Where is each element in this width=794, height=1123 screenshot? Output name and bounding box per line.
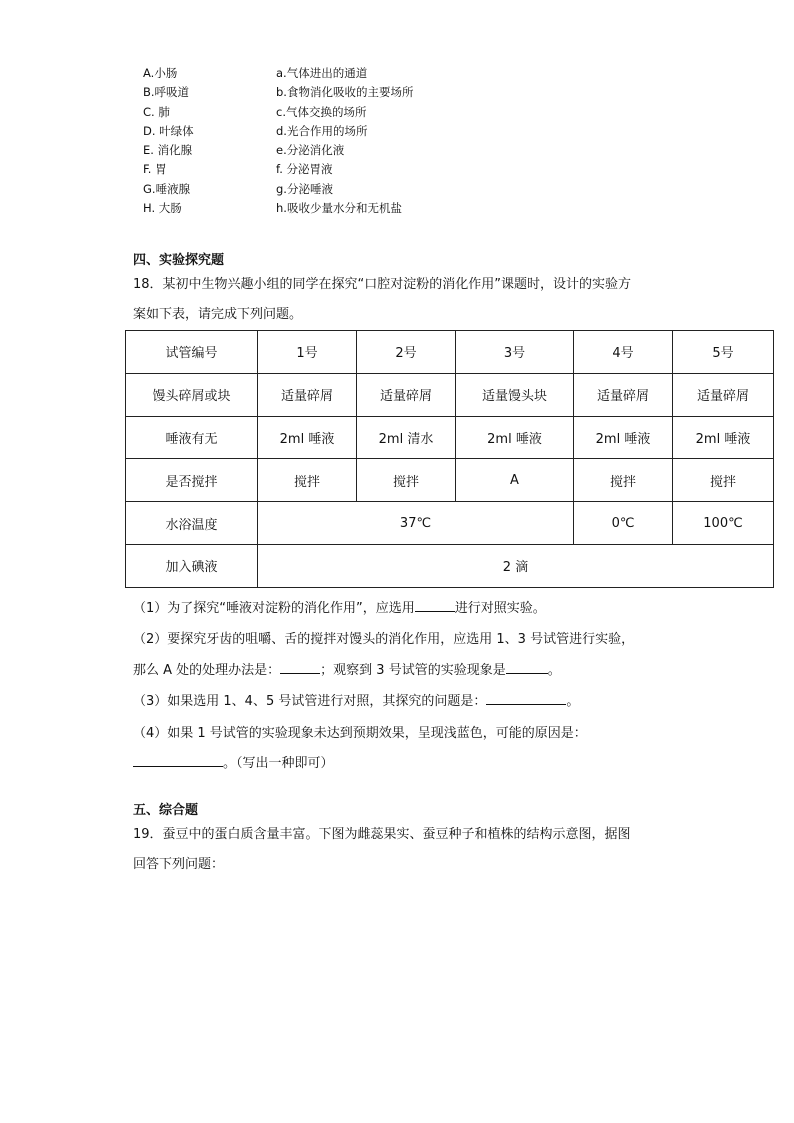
matching-left-item: E. 消化腺 <box>143 143 193 158</box>
section-heading-comprehensive: 五、综合题 <box>133 803 199 818</box>
table-cell: 2 滴 <box>258 544 774 587</box>
table-cell: 加入碘液 <box>126 544 258 587</box>
table-cell: 适量馒头块 <box>456 373 574 416</box>
table-cell: 2ml 唾液 <box>574 416 673 459</box>
matching-left-item: C. 肺 <box>143 104 170 119</box>
table-cell: 搅拌 <box>673 459 774 502</box>
section-heading-experiment: 四、实验探究题 <box>133 253 225 268</box>
table-row <box>126 416 774 459</box>
table-cell: 适量碎屑 <box>574 373 673 416</box>
question-4-line2 <box>133 752 334 771</box>
table-cell: 是否搅拌 <box>126 459 258 502</box>
table-cell: 4号 <box>574 331 673 374</box>
question-19-line2: 回答下列问题： <box>133 857 225 872</box>
question-text: 。 <box>547 663 561 678</box>
table-cell: 适量碎屑 <box>357 373 456 416</box>
matching-right-item: d.光合作用的场所 <box>276 123 368 138</box>
table-row <box>126 502 774 545</box>
matching-left-item: B.呼吸道 <box>143 85 190 100</box>
matching-right-item: h.吸收少量水分和无机盐 <box>276 201 402 216</box>
matching-left-item: D. 叶绿体 <box>143 123 194 138</box>
table-cell: 搅拌 <box>258 459 357 502</box>
table-row <box>126 373 774 416</box>
question-text: （3）如果选用 1、4、5 号试管进行对照，其探究的问题是： <box>133 694 487 709</box>
question-1 <box>133 597 546 616</box>
answer-blank[interactable] <box>506 659 548 674</box>
table-cell: 适量碎屑 <box>258 373 357 416</box>
matching-right-item: g.分泌唾液 <box>276 181 333 196</box>
table-cell: 2ml 唾液 <box>456 416 574 459</box>
table-cell: 2号 <box>357 331 456 374</box>
question-18-line2: 案如下表，请完成下列问题。 <box>133 307 303 322</box>
matching-right-item: c.气体交换的场所 <box>276 104 367 119</box>
question-2-line2 <box>133 659 561 678</box>
answer-blank[interactable] <box>280 659 320 674</box>
matching-right-item: f. 分泌胃液 <box>276 162 333 177</box>
table-cell: 2ml 清水 <box>357 416 456 459</box>
table-cell: 搅拌 <box>357 459 456 502</box>
question-text: 。（写出一种即可） <box>223 756 334 771</box>
table-cell: 0℃ <box>574 502 673 545</box>
question-text: 进行对照实验。 <box>454 601 546 616</box>
question-19-line1: 19．蚕豆中的蛋白质含量丰富。下图为雌蕊果实、蚕豆种子和植株的结构示意图，据图 <box>133 827 631 842</box>
question-text: ；观察到 3 号试管的实验现象是 <box>320 663 506 678</box>
answer-blank[interactable] <box>486 690 566 705</box>
table-cell: 试管编号 <box>126 331 258 374</box>
matching-right-item: e.分泌消化液 <box>276 143 345 158</box>
table-row <box>126 459 774 502</box>
table-cell: A <box>456 459 574 502</box>
answer-blank[interactable] <box>415 597 455 612</box>
table-cell: 37℃ <box>258 502 574 545</box>
table-row <box>126 331 774 374</box>
table-cell: 5号 <box>673 331 774 374</box>
matching-left-item: F. 胃 <box>143 162 167 177</box>
table-cell: 搅拌 <box>574 459 673 502</box>
question-18-line1: 18．某初中生物兴趣小组的同学在探究“口腔对淀粉的消化作用”课题时，设计的实验方 <box>133 277 632 292</box>
question-text: 。 <box>566 694 580 709</box>
table-row <box>126 544 774 587</box>
matching-left-item: A.小肠 <box>143 66 178 80</box>
answer-blank[interactable] <box>133 752 223 767</box>
question-4-line1: （4）如果 1 号试管的实验现象未达到预期效果，呈现浅蓝色，可能的原因是： <box>133 726 587 741</box>
table-cell: 水浴温度 <box>126 502 258 545</box>
table-cell: 1号 <box>258 331 357 374</box>
matching-right-item: b.食物消化吸收的主要场所 <box>276 85 414 100</box>
question-2-line1: （2）要探究牙齿的咀嚼、舌的搅拌对馒头的消化作用，应选用 1、3 号试管进行实验， <box>133 632 635 647</box>
table-cell: 3号 <box>456 331 574 374</box>
question-3 <box>133 690 579 709</box>
table-cell: 适量碎屑 <box>673 373 774 416</box>
table-cell: 唾液有无 <box>126 416 258 459</box>
table-cell: 2ml 唾液 <box>673 416 774 459</box>
table-cell: 100℃ <box>673 502 774 545</box>
experiment-table <box>125 330 774 588</box>
matching-left-item: G.唾液腺 <box>143 181 191 196</box>
table-cell: 馒头碎屑或块 <box>126 373 258 416</box>
question-text: （1）为了探究“唾液对淀粉的消化作用”，应选用 <box>133 601 415 616</box>
matching-right-item: a.气体进出的通道 <box>276 66 368 80</box>
table-cell: 2ml 唾液 <box>258 416 357 459</box>
matching-left-item: H. 大肠 <box>143 201 182 216</box>
question-text: 那么 A 处的处理办法是： <box>133 663 281 678</box>
